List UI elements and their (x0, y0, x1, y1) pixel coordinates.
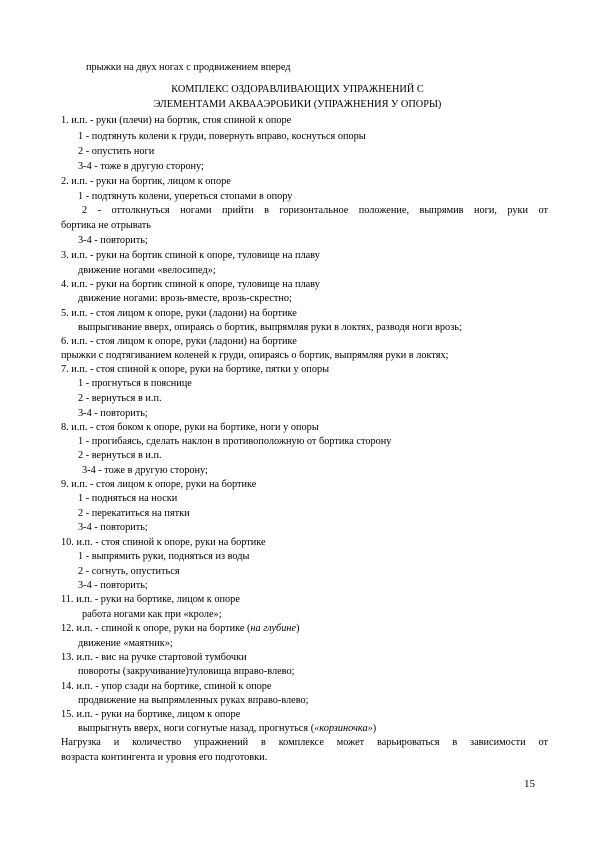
exercise-8-step: 1 - прогибаясь, сделать наклон в противоположную от бортика сторону (78, 436, 392, 447)
exercise-12-note: на глубине (250, 623, 297, 634)
exercise-7-step: 1 - прогнуться в пояснице (78, 378, 192, 389)
exercise-5-step: выпрыгивание вверх, опираясь о бортик, выпрямляя руки в локтях, разводя ноги врозь; (78, 322, 462, 333)
exercise-5-start: 5. и.п. - стоя лицом к опоре, руки (ладони) на бортике (61, 308, 297, 319)
exercise-10-step: 2 - согнуть, опуститься (78, 566, 180, 577)
exercise-14-step: продвижение на выпрямленных руках вправо-влево; (78, 695, 309, 706)
exercise-3-start: 3. и.п. - руки на бортик спиной к опоре, туловище на плаву (61, 250, 320, 261)
exercise-6-step: прыжки с подтягиванием коленей к груди, опираясь о бортик, выпрямляя руки в локтях; (61, 350, 449, 361)
exercise-2-start: 2. и.п. - руки на бортик, лицом к опоре (61, 176, 231, 187)
exercise-10-step: 3-4 - повторить; (78, 580, 148, 591)
intro-line: прыжки на двух ногах с продвижением вперед (86, 62, 291, 73)
closing-note: Нагрузка и количество упражнений в комплексе может варьироваться в зависимости от (61, 737, 548, 748)
exercise-11-step: работа ногами как при «кроле»; (82, 609, 222, 620)
exercise-2-step: бортика не отрывать (61, 220, 151, 231)
exercise-1-step: 3-4 - тоже в другую сторону; (78, 161, 204, 172)
section-title-line-1: КОМПЛЕКС ОЗДОРАВЛИВАЮЩИХ УПРАЖНЕНИЙ С (171, 84, 424, 95)
exercise-15-text: выпрыгнуть вверх, ноги согнутые назад, прогнуться ( (78, 723, 315, 734)
page-number: 15 (524, 778, 535, 790)
exercise-9-step: 3-4 - повторить; (78, 522, 148, 533)
exercise-15-close: ) (372, 723, 377, 734)
exercise-1-step: 2 - опустить ноги (78, 146, 155, 157)
exercise-7-start: 7. и.п. - стоя спиной к опоре, руки на бортике, пятки у опоры (61, 364, 330, 375)
exercise-9-start: 9. и.п. - стоя лицом к опоре, руки на бортике (61, 479, 257, 490)
exercise-15-step (78, 723, 376, 735)
exercise-2-step: 2 - оттолкнуться ногами прийти в горизонтальное положение, выпрямив ноги, руки от (82, 205, 548, 216)
exercise-7-step: 3-4 - повторить; (78, 408, 148, 419)
exercise-8-step: 2 - вернуться в и.п. (78, 450, 162, 461)
exercise-12-close: ) (296, 623, 300, 634)
exercise-3-step: движение ногами «велосипед»; (78, 265, 216, 276)
exercise-4-step: движение ногами: врозь-вместе, врозь-скрестно; (78, 293, 292, 304)
exercise-7-step: 2 - вернуться в и.п. (78, 393, 162, 404)
exercise-2-step: 1 - подтянуть колени, упереться стопами в опору (78, 191, 293, 202)
exercise-6-start: 6. и.п. - стоя лицом к опоре, руки (ладони) на бортике (61, 336, 297, 347)
exercise-11-start: 11. и.п. - руки на бортике, лицом к опоре (61, 594, 240, 605)
exercise-10-start: 10. и.п. - стоя спиной к опоре, руки на бортике (61, 537, 266, 548)
exercise-9-step: 1 - подняться на носки (78, 493, 178, 504)
exercise-12-text: 12. и.п. - спиной к опоре, руки на бортике ( (61, 623, 251, 634)
exercise-13-start: 13. и.п. - вис на ручке стартовой тумбочки (61, 652, 247, 663)
exercise-15-start: 15. и.п. - руки на бортике, лицом к опоре (61, 709, 241, 720)
exercise-12-start (61, 623, 300, 635)
section-title-line-2: ЭЛЕМЕНТАМИ АКВААЭРОБИКИ (УПРАЖНЕНИЯ У ОПОРЫ) (153, 99, 442, 110)
exercise-1-start: 1. и.п. - руки (плечи) на бортик, стоя спиной к опоре (61, 115, 292, 126)
exercise-4-start: 4. и.п. - руки на бортик спиной к опоре, туловище на плаву (61, 279, 320, 290)
exercise-1-step: 1 - подтянуть колени к груди, повернуть вправо, коснуться опоры (78, 131, 366, 142)
exercise-13-step: повороты (закручивание)туловища вправо-влево; (78, 666, 295, 677)
exercise-10-step: 1 - выпрямить руки, подняться из воды (78, 551, 250, 562)
exercise-8-step: 3-4 - тоже в другую сторону; (82, 465, 208, 476)
closing-note: возраста контингента и уровня его подготовки. (61, 752, 268, 763)
exercise-15-note: «корзиночка» (314, 723, 373, 734)
exercise-8-start: 8. и.п. - стоя боком к опоре, руки на бортике, ноги у опоры (61, 422, 319, 433)
exercise-9-step: 2 - перекатиться на пятки (78, 508, 190, 519)
exercise-2-step: 3-4 - повторить; (78, 235, 148, 246)
exercise-12-step: движение «маятник»; (78, 638, 173, 649)
exercise-14-start: 14. и.п. - упор сзади на бортике, спиной к опоре (61, 681, 272, 692)
